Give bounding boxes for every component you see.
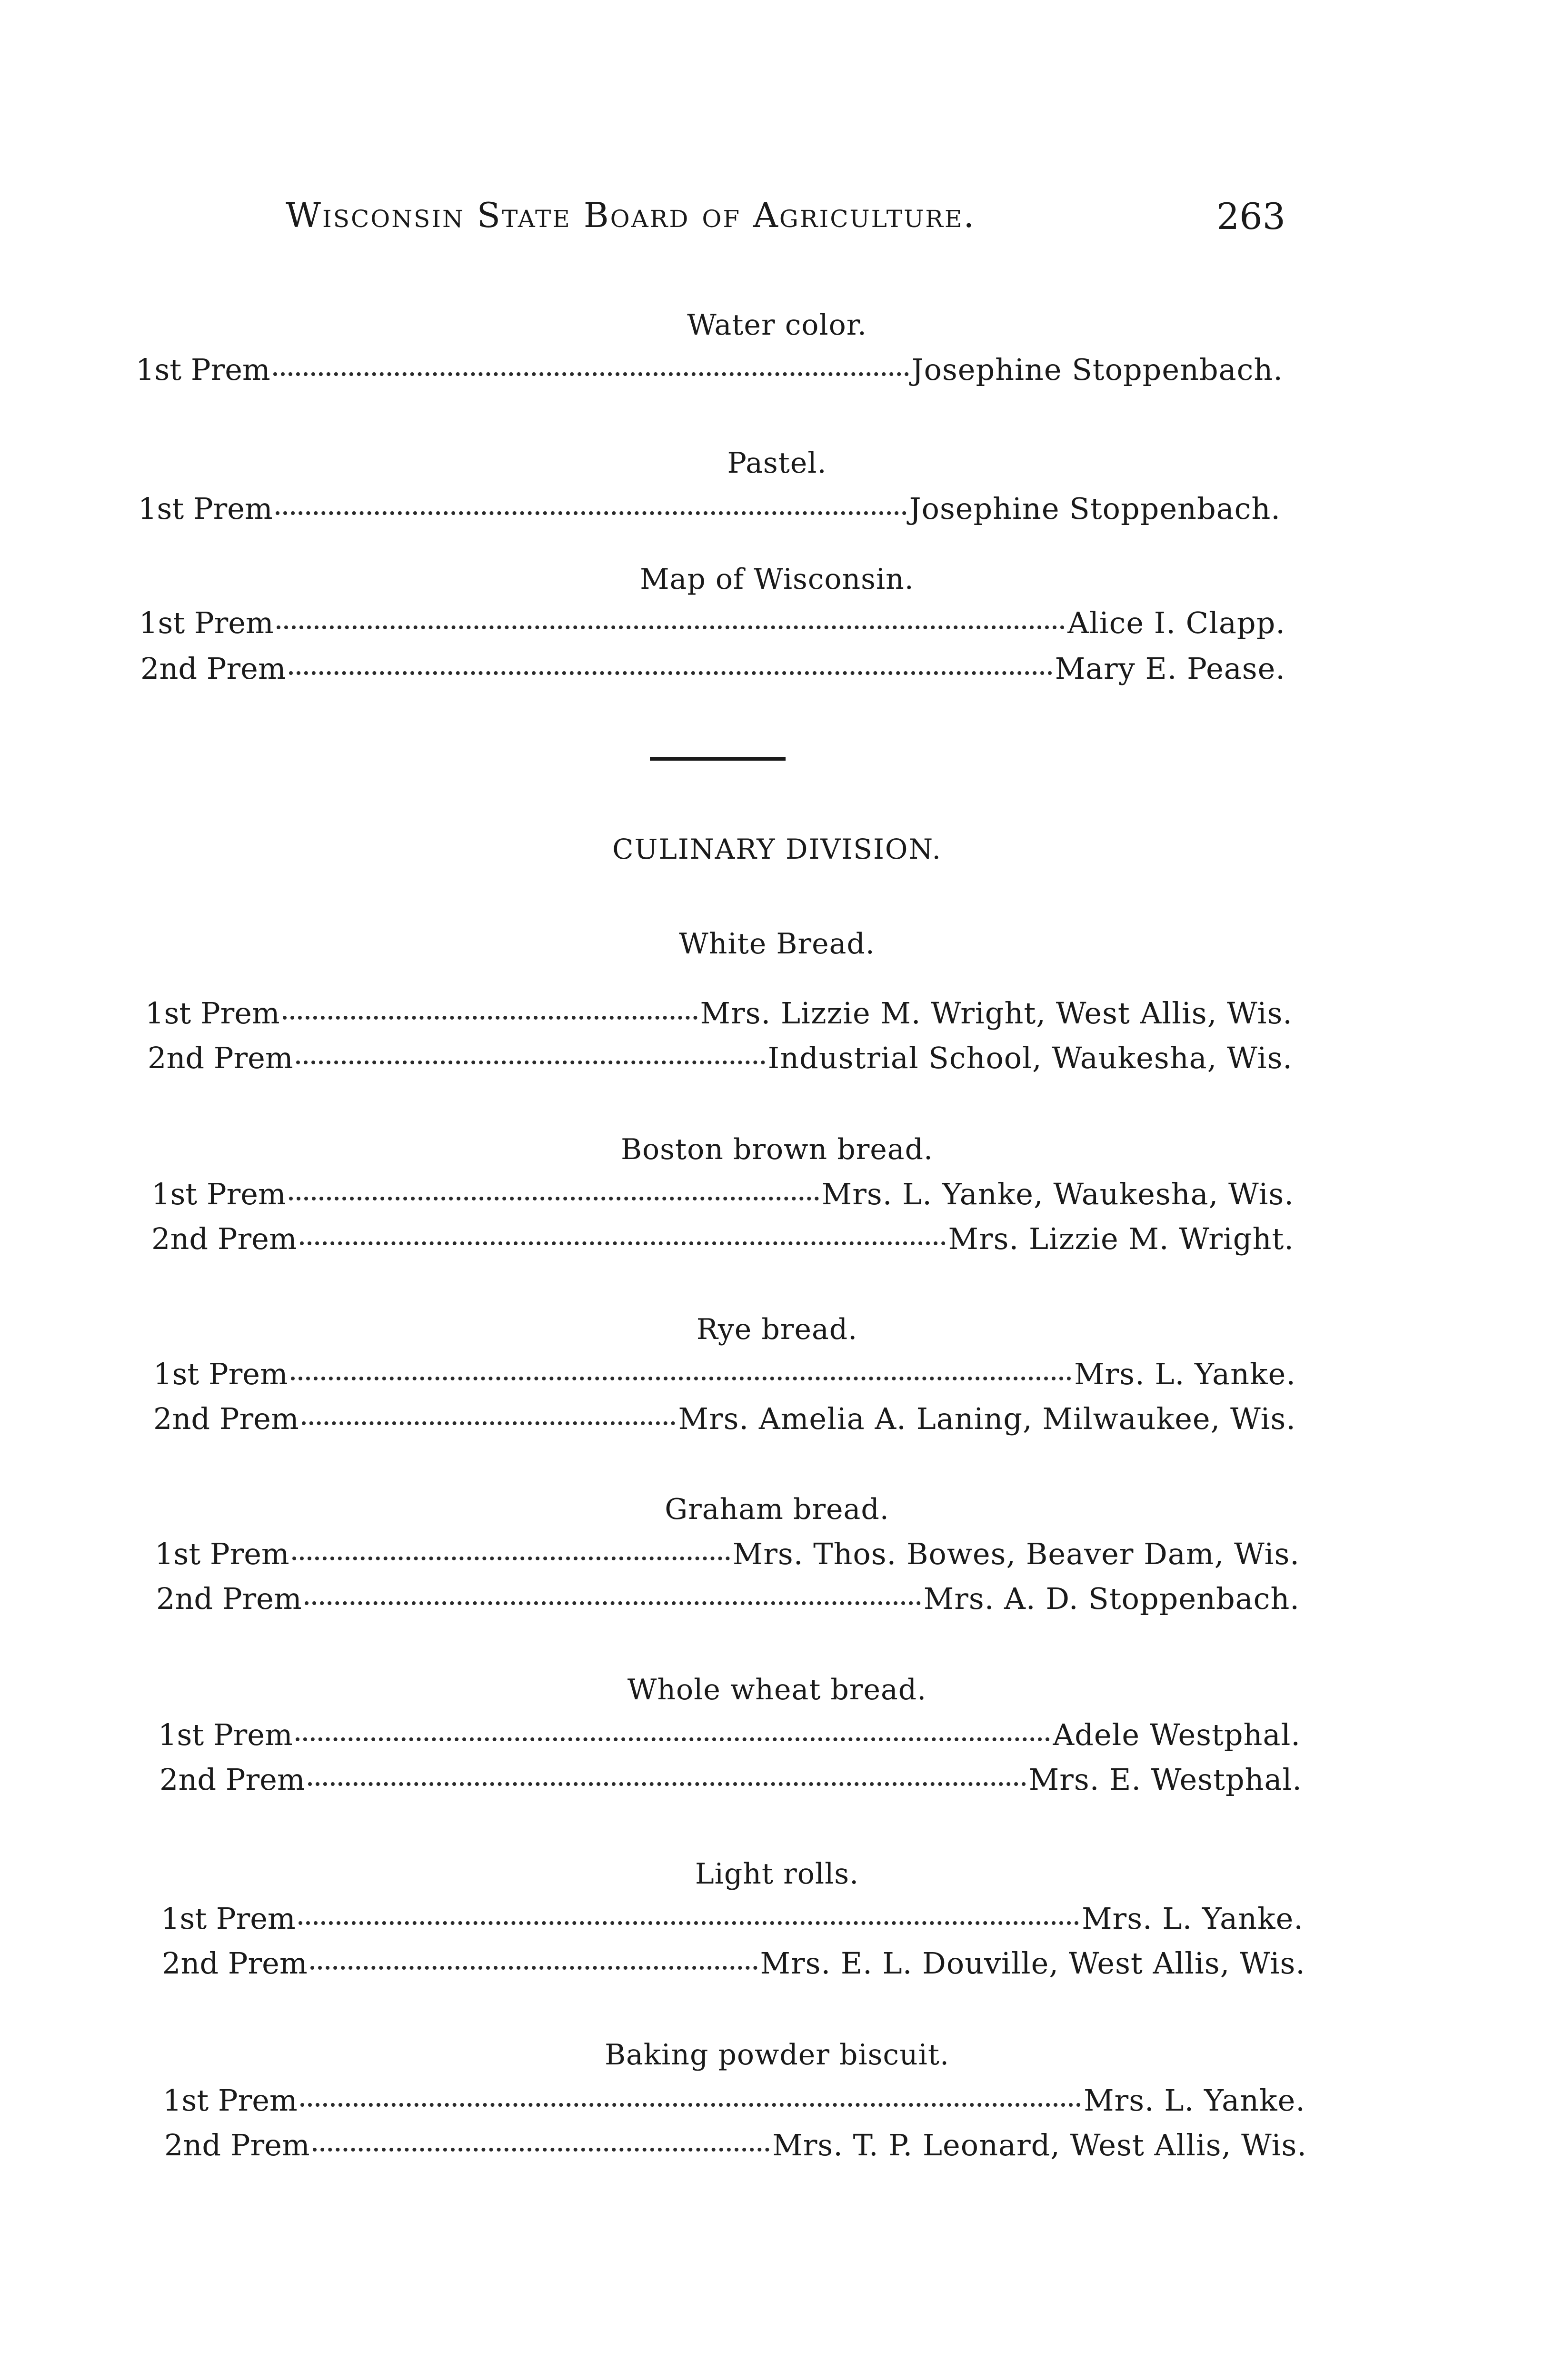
premium-entry [145,996,1293,1034]
winner-name: Josephine Stoppenbach. [911,352,1283,387]
section-title-map-of-wisconsin: Map of Wisconsin. [640,563,914,596]
dot-leader [277,625,1065,629]
premium-label: 1st Prem [158,1717,293,1752]
premium-entry [139,605,1285,644]
premium-entry [153,1357,1296,1395]
winner-name: Mrs. Amelia A. Laning, Milwaukee, Wis. [678,1401,1296,1436]
winner-name: Mrs. L. Yanke. [1082,1901,1304,1936]
dot-leader [308,1782,1026,1786]
premium-label: 2nd Prem [159,1762,305,1797]
premium-label: 1st Prem [138,491,273,526]
premium-label: 1st Prem [151,1177,286,1211]
section-title-water-color: Water color. [687,308,867,342]
division-title: CULINARY DIVISION. [612,833,942,865]
winner-name: Alice I. Clapp. [1067,605,1285,640]
premium-label: 2nd Prem [164,2128,310,2162]
winner-name: Mrs. L. Yanke. [1074,1357,1296,1391]
dot-leader [300,1241,946,1245]
winner-name: Mrs. Lizzie M. Wright. [948,1221,1294,1256]
premium-label: 1st Prem [136,352,270,387]
premium-entry [138,491,1281,529]
premium-label: 1st Prem [161,1901,296,1936]
premium-entry [151,1177,1294,1215]
dot-leader [289,1197,819,1200]
page-number: 263 [1216,195,1285,238]
section-title-whole-wheat-bread: Whole wheat bread. [627,1673,927,1706]
dot-leader [300,2103,1081,2107]
premium-label: 1st Prem [155,1537,289,1571]
premium-entry [162,1946,1305,1984]
dot-leader [313,2148,770,2152]
section-title-boston-brown-bread: Boston brown bread. [620,1133,934,1166]
premium-entry [156,1581,1300,1619]
dot-leader [273,372,909,376]
dot-leader [292,1557,730,1560]
winner-name: Mary E. Pease. [1055,651,1285,686]
premium-label: 2nd Prem [140,651,286,686]
winner-name: Mrs. T. P. Leonard, West Allis, Wis. [772,2128,1307,2162]
winner-name: Josephine Stoppenbach. [909,491,1281,526]
premium-entry [151,1221,1294,1259]
premium-label: 2nd Prem [153,1401,299,1436]
running-title: Wisconsin State Board of Agriculture. [286,195,976,235]
winner-name: Industrial School, Waukesha, Wis. [767,1041,1293,1075]
premium-entry [136,352,1283,390]
premium-entry [140,651,1285,689]
dot-leader [299,1921,1079,1925]
dot-leader [283,1016,697,1020]
section-title-rye-bread: Rye bread. [696,1313,858,1346]
dot-leader [310,1966,757,1970]
section-title-white-bread: White Bread. [679,927,875,961]
premium-label: 1st Prem [163,2083,298,2118]
section-title-graham-bread: Graham bread. [665,1493,889,1526]
dot-leader [305,1601,921,1605]
dot-leader [302,1421,676,1425]
winner-name: Mrs. Lizzie M. Wright, West Allis, Wis. [700,996,1293,1031]
premium-entry [155,1537,1300,1575]
premium-entry [148,1041,1293,1079]
winner-name: Mrs. E. Westphal. [1028,1762,1302,1797]
premium-label: 1st Prem [139,605,274,640]
section-title-light-rolls: Light rolls. [695,1857,859,1891]
dot-leader [289,671,1052,675]
winner-name: Adele Westphal. [1053,1717,1301,1752]
section-divider-rule [650,757,786,761]
premium-entry [161,1901,1304,1939]
premium-label: 1st Prem [153,1357,288,1391]
premium-label: 2nd Prem [151,1221,297,1256]
premium-entry [159,1762,1302,1800]
premium-label: 1st Prem [145,996,280,1031]
section-title-pastel: Pastel. [727,446,827,480]
premium-label: 2nd Prem [162,1946,308,1981]
winner-name: Mrs. Thos. Bowes, Beaver Dam, Wis. [732,1537,1300,1571]
premium-entry [153,1401,1296,1439]
running-header [286,195,1285,238]
winner-name: Mrs. L. Yanke, Waukesha, Wis. [821,1177,1294,1211]
dot-leader [296,1061,765,1064]
winner-name: Mrs. E. L. Douville, West Allis, Wis. [760,1946,1305,1981]
winner-name: Mrs. A. D. Stoppenbach. [923,1581,1300,1616]
section-title-baking-powder-biscuit: Baking powder biscuit. [604,2038,950,2072]
dot-leader [296,1737,1050,1741]
premium-entry [163,2083,1305,2121]
premium-label: 2nd Prem [156,1581,302,1616]
dot-leader [276,511,906,515]
dot-leader [291,1377,1071,1380]
winner-name: Mrs. L. Yanke. [1084,2083,1305,2118]
premium-entry [164,2128,1307,2166]
premium-label: 2nd Prem [148,1041,293,1075]
premium-entry [158,1717,1301,1755]
